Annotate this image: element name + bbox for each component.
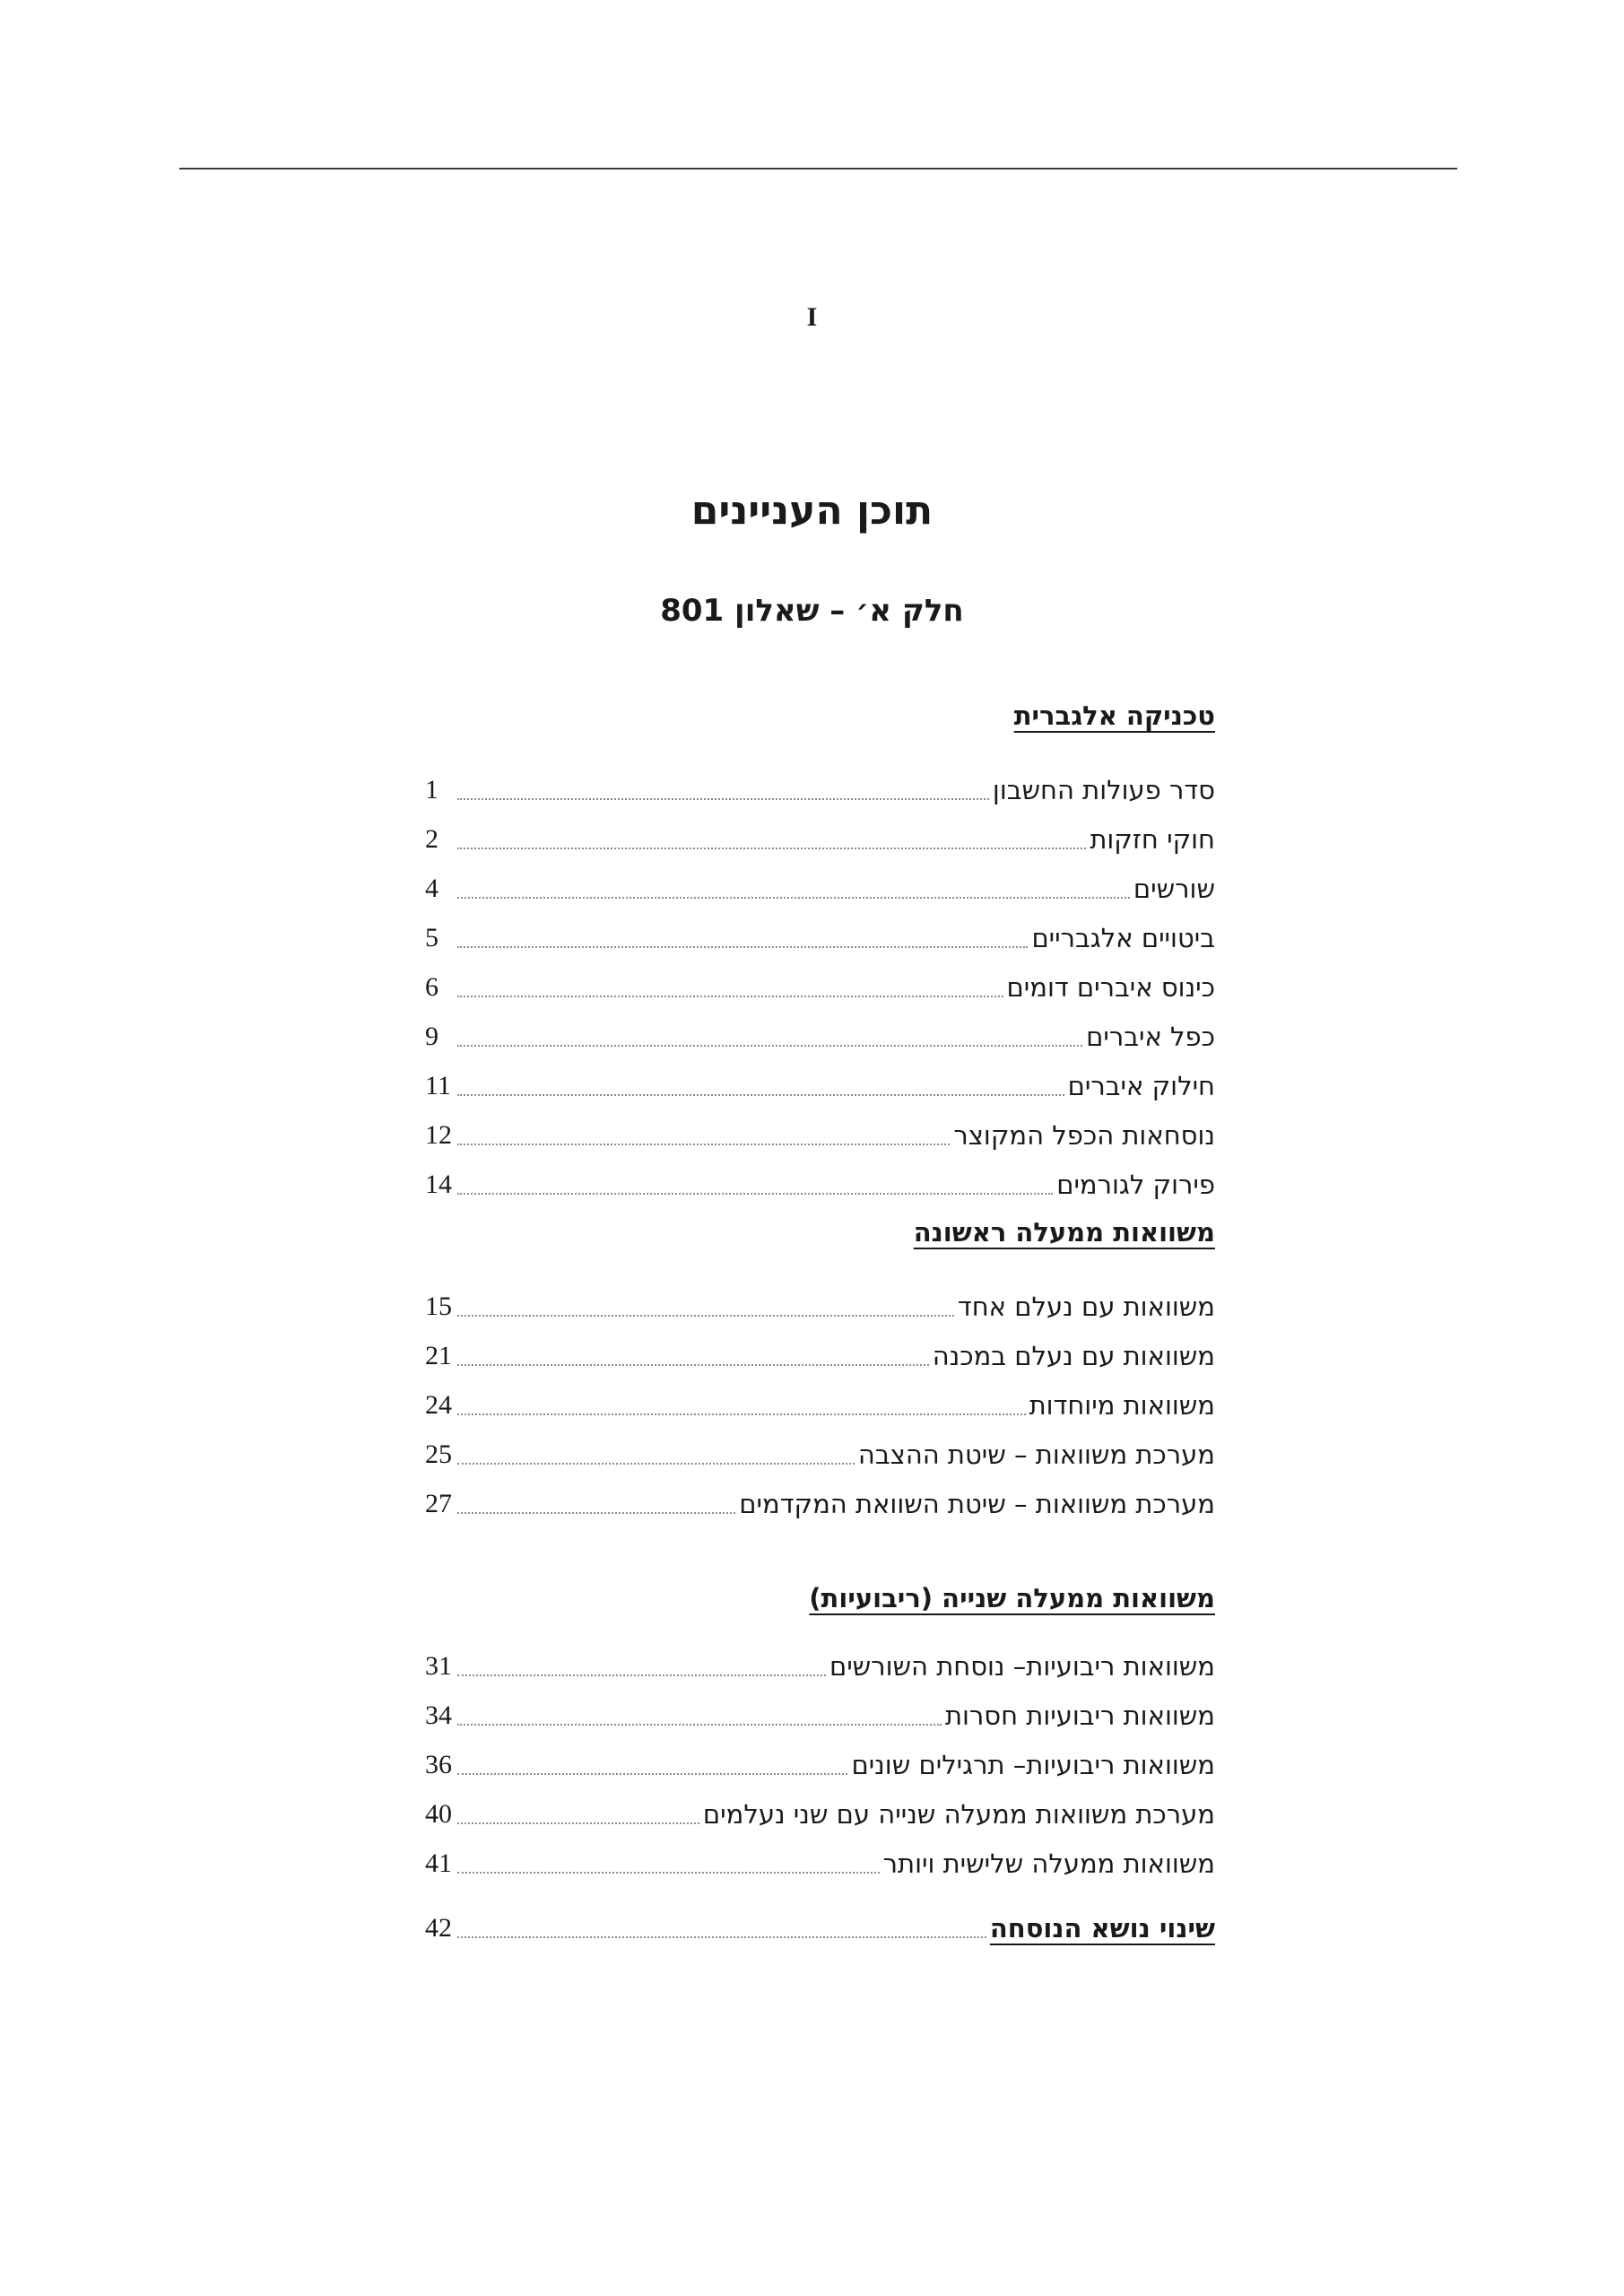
section-heading-algebraic-technique: טכניקה אלגברית <box>1013 700 1215 731</box>
toc-entry[interactable] <box>425 1648 1215 1684</box>
toc-entry-page: 21 <box>425 1341 452 1370</box>
toc-entry-label: משוואות עם נעלם במכנה <box>932 1341 1215 1371</box>
toc-entry-label: שורשים <box>1133 874 1215 904</box>
toc-entry-label: משוואות ריבועיות– נוסחת השורשים <box>829 1651 1215 1682</box>
toc-entry-page: 42 <box>425 1913 452 1943</box>
dot-leader <box>457 1045 1082 1047</box>
dot-leader <box>457 1364 929 1366</box>
toc-entry[interactable] <box>425 871 1215 907</box>
toc-entry[interactable] <box>425 1338 1215 1374</box>
dot-leader <box>457 1872 880 1874</box>
toc-entry[interactable] <box>425 920 1215 956</box>
toc-entry-page: 31 <box>425 1651 452 1681</box>
toc-entry[interactable] <box>425 1118 1215 1153</box>
toc-entry-label: חילוק איברים <box>1067 1071 1215 1101</box>
toc-entry-page: 1 <box>425 775 439 804</box>
toc-entry[interactable] <box>425 1167 1215 1203</box>
dot-leader <box>457 897 1130 899</box>
toc-entry-label: משוואות ריבועיות– תרגילים שונים <box>851 1750 1215 1780</box>
dot-leader <box>457 1413 1026 1415</box>
toc-entry-label: משוואות ריבועיות חסרות <box>944 1700 1215 1731</box>
toc-entry-label: מערכת משוואות ממעלה שנייה עם שני נעלמים <box>702 1799 1215 1830</box>
toc-entry[interactable] <box>425 1019 1215 1055</box>
dot-leader <box>457 1512 735 1514</box>
dot-leader <box>457 1773 847 1775</box>
section-heading-quadratic-equations: משוואות ממעלה שנייה (ריבועיות) <box>809 1583 1215 1613</box>
toc-entry[interactable] <box>425 970 1215 1005</box>
toc-entry-label: פירוק לגורמים <box>1056 1170 1215 1200</box>
toc-entry-page: 2 <box>425 824 439 854</box>
toc-entry-page: 24 <box>425 1390 452 1420</box>
toc-entry-label: חוקי חזקות <box>1090 824 1215 855</box>
toc-entry[interactable] <box>425 772 1215 808</box>
toc-entry-page: 14 <box>425 1170 452 1199</box>
toc-entry-label: נוסחאות הכפל המקוצר <box>953 1120 1215 1151</box>
toc-entry-label: משוואות ממעלה שלישית ויותר <box>882 1848 1215 1879</box>
toc-entry[interactable] <box>425 1796 1215 1832</box>
toc-entry-page: 12 <box>425 1120 452 1150</box>
toc-entry[interactable] <box>425 1846 1215 1882</box>
toc-entry[interactable] <box>425 1068 1215 1104</box>
dot-leader <box>457 1463 855 1465</box>
dot-leader <box>457 946 1028 948</box>
section-heading-first-degree-equations: משוואות ממעלה ראשונה <box>913 1217 1215 1248</box>
dot-leader <box>457 1315 954 1317</box>
dot-leader <box>457 1193 1053 1195</box>
dot-leader <box>457 1822 699 1824</box>
toc-entry[interactable] <box>425 1387 1215 1423</box>
toc-entry[interactable] <box>425 1747 1215 1783</box>
toc-entry-label: כפל איברים <box>1086 1022 1215 1052</box>
toc-entry-label: סדר פעולות החשבון <box>992 775 1215 805</box>
toc-entry-page: 6 <box>425 972 439 1002</box>
toc-entry[interactable] <box>425 1437 1215 1473</box>
header-rule <box>179 168 1457 170</box>
toc-entry-page: 34 <box>425 1700 452 1730</box>
toc-entry-page: 9 <box>425 1022 439 1051</box>
toc-entry-page: 36 <box>425 1750 452 1779</box>
dot-leader <box>457 848 1086 849</box>
toc-entry-page: 15 <box>425 1292 452 1321</box>
dot-leader <box>457 1144 950 1145</box>
toc-entry[interactable] <box>425 1698 1215 1734</box>
toc-entry-page: 11 <box>425 1071 451 1100</box>
toc-entry[interactable] <box>425 822 1215 857</box>
toc-entry-label: מערכת משוואות – שיטת ההצבה <box>857 1439 1215 1470</box>
toc-entry-label: משוואות מיוחדות <box>1029 1390 1215 1421</box>
toc-entry-page: 27 <box>425 1489 452 1518</box>
toc-entry-label: כינוס איברים דומים <box>1006 972 1215 1003</box>
dot-leader <box>457 798 989 800</box>
toc-entry-page: 5 <box>425 923 439 952</box>
toc-entry-label: מערכת משוואות – שיטת השוואת המקדמים <box>739 1489 1215 1519</box>
toc-entry-label: משוואות עם נעלם אחד <box>957 1292 1215 1322</box>
dot-leader <box>457 1674 826 1676</box>
toc-entry[interactable] <box>425 1289 1215 1325</box>
toc-title: תוכן העניינים <box>690 488 934 534</box>
dot-leader <box>457 1936 986 1938</box>
toc-entry-page: 25 <box>425 1439 452 1469</box>
toc-entry-label: שינוי נושא הנוסחה <box>989 1913 1215 1944</box>
toc-entry-label: ביטויים אלגבריים <box>1031 923 1215 953</box>
toc-entry-page: 41 <box>425 1848 452 1878</box>
toc-entry-formula-rearrangement[interactable] <box>425 1910 1215 1946</box>
dot-leader <box>457 1094 1064 1096</box>
toc-entry[interactable] <box>425 1486 1215 1522</box>
dot-leader <box>457 996 1003 997</box>
page-number: I <box>806 302 818 332</box>
toc-entry-page: 40 <box>425 1799 452 1829</box>
toc-entry-page: 4 <box>425 874 439 903</box>
dot-leader <box>457 1724 942 1726</box>
part-title: חלק א׳ – שאלון 801 <box>660 593 964 629</box>
